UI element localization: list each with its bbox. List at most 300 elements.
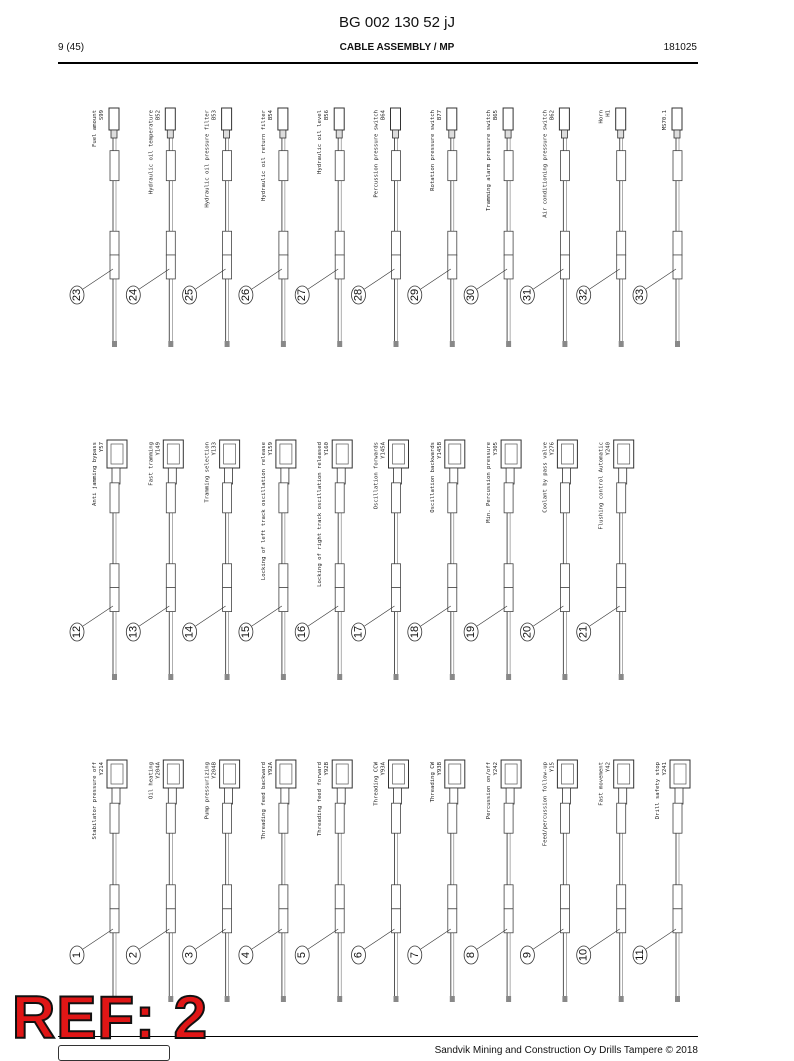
cable-end-terminal [337, 674, 342, 680]
cable-sleeve [617, 231, 626, 255]
cable-sleeve [560, 885, 569, 909]
callout-number: 1 [71, 951, 83, 959]
footer-copyright: Sandvik Mining and Construction Oy Drills Tampere © 2018 [434, 1045, 698, 1056]
cable-sleeve [504, 564, 513, 588]
callout-leader [477, 929, 507, 949]
cable-1 [70, 760, 127, 1002]
cable-sleeve [504, 483, 513, 513]
cable-sleeve [110, 255, 119, 279]
cable-sleeve [560, 151, 569, 181]
cable-id-label: S99 [99, 110, 105, 121]
cable-description-label: Locking of right track oscillation released [317, 442, 324, 587]
connector-gland-icon [225, 788, 233, 804]
cable-description-label: Hydraulic oil return filter [260, 110, 267, 201]
cable-sleeve [448, 588, 457, 612]
cable-end-terminal [450, 341, 455, 347]
connector-gland-icon [506, 468, 514, 484]
cable-31 [520, 108, 569, 347]
cable-id-label: Y204A [155, 762, 162, 779]
cable-21 [577, 440, 634, 680]
cable-sleeve [448, 255, 457, 279]
connector-gland-icon [112, 468, 120, 484]
cable-sleeve [504, 885, 513, 909]
cable-3 [183, 760, 240, 1002]
cable-29 [408, 108, 457, 347]
cable-id-label: Y305 [493, 442, 500, 456]
cable-id-label: B64 [380, 110, 387, 121]
cable-sleeve [223, 483, 232, 513]
cable-11 [633, 760, 690, 1002]
connector-gland-icon [450, 788, 458, 804]
cable-id-label: Y145A [380, 442, 387, 459]
cable-description-label: Air conditioning pressure switch [542, 110, 549, 218]
cable-sleeve [223, 564, 232, 588]
cable-sleeve [392, 803, 401, 833]
plug-connector-icon [222, 108, 232, 130]
cable-sleeve [223, 588, 232, 612]
cable-description-label: Rotation pressure switch [429, 110, 436, 191]
cable-description-label: Stabilator pressure off [92, 762, 98, 840]
connector-gland-icon [619, 468, 627, 484]
cable-id-label: Y160 [324, 442, 331, 456]
callout-leader [646, 929, 676, 949]
cable-id-label: Y133 [211, 442, 218, 456]
callout-number: 17 [352, 625, 365, 639]
callout-leader [365, 606, 395, 626]
cable-7 [408, 760, 465, 1002]
cable-end-terminal [394, 996, 399, 1002]
plug-connector-icon [165, 108, 175, 130]
callout-leader [365, 269, 395, 289]
cable-end-terminal [506, 996, 511, 1002]
cable-sleeve [448, 803, 457, 833]
cable-12 [70, 440, 127, 680]
cable-sleeve [279, 803, 288, 833]
cable-16 [295, 440, 352, 680]
callout-number: 16 [296, 625, 309, 639]
cable-sleeve [223, 803, 232, 833]
callout-leader [83, 606, 113, 626]
callout-number: 9 [521, 951, 534, 959]
cable-id-label: Y57 [99, 442, 105, 453]
cable-sleeve [166, 231, 175, 255]
callout-number: 14 [183, 625, 196, 639]
cable-sleeve [110, 564, 119, 588]
callout-leader [83, 929, 113, 949]
cable-end-terminal [506, 341, 511, 347]
cable-20 [520, 440, 577, 680]
plug-collar-icon [167, 130, 173, 138]
cable-sleeve [617, 255, 626, 279]
callout-number: 30 [465, 288, 478, 302]
connector-gland-icon [225, 468, 233, 484]
cable-sleeve [110, 483, 119, 513]
cable-sleeve [392, 909, 401, 933]
callout-leader [308, 269, 338, 289]
cable-sleeve [448, 151, 457, 181]
cable-id-label: Y92B [324, 762, 331, 776]
cable-sleeve [335, 483, 344, 513]
cable-18 [408, 440, 465, 680]
cable-sleeve [223, 885, 232, 909]
callout-number: 18 [408, 625, 421, 639]
callout-leader [533, 606, 563, 626]
cable-sleeve [279, 483, 288, 513]
cable-19 [464, 440, 521, 680]
cable-sleeve [392, 564, 401, 588]
cable-description-label: Threading feed backward [260, 762, 267, 840]
plug-collar-icon [449, 130, 455, 138]
cable-end-terminal [562, 341, 567, 347]
callout-leader [252, 929, 282, 949]
callout-leader [590, 269, 620, 289]
callout-number: 19 [465, 625, 478, 639]
cable-sleeve [560, 231, 569, 255]
cable-end-terminal [619, 674, 624, 680]
callout-number: 11 [634, 949, 646, 961]
cable-sleeve [448, 231, 457, 255]
cable-sleeve [279, 885, 288, 909]
cable-sleeve [166, 885, 175, 909]
cable-sleeve [392, 483, 401, 513]
cable-sleeve [223, 255, 232, 279]
cable-id-label: Y276 [549, 442, 556, 456]
cable-id-label: Y92A [267, 762, 274, 776]
plug-connector-icon [391, 108, 401, 130]
cable-sleeve [279, 151, 288, 181]
cable-sleeve [617, 909, 626, 933]
cable-description-label: Tramming alarm pressure switch [486, 109, 493, 212]
cable-sleeve [504, 255, 513, 279]
cable-end-terminal [450, 674, 455, 680]
cable-sleeve [617, 885, 626, 909]
cable-32 [577, 108, 626, 347]
cable-sleeve [166, 803, 175, 833]
cable-id-label: B65 [493, 110, 500, 121]
cable-id-label: B52 [155, 110, 162, 121]
plug-connector-icon [616, 108, 626, 130]
cable-sleeve [335, 255, 344, 279]
cable-id-label: B62 [549, 110, 556, 121]
cable-end-terminal [168, 674, 173, 680]
cable-end-terminal [225, 674, 230, 680]
callout-number: 32 [577, 288, 590, 302]
connector-gland-icon [450, 468, 458, 484]
cable-sleeve [504, 231, 513, 255]
cable-description-label: Drill safety stop [655, 762, 661, 820]
cable-sleeve [110, 231, 119, 255]
connector-gland-icon [675, 788, 683, 804]
cable-sleeve [335, 151, 344, 181]
callout-number: 12 [71, 625, 83, 639]
cable-description-label: Flushing control Automatic [598, 442, 605, 530]
cable-sleeve [110, 803, 119, 833]
callout-leader [421, 606, 451, 626]
cable-sleeve [110, 588, 119, 612]
cable-end-terminal [337, 341, 342, 347]
cable-description-label: Coolant by pass valve [542, 442, 549, 513]
cable-sleeve [673, 231, 682, 255]
cable-9 [520, 760, 577, 1002]
plug-connector-icon [334, 108, 344, 130]
plug-connector-icon [503, 108, 513, 130]
cable-sleeve [335, 909, 344, 933]
cable-description-label: Pump pressurizing [204, 762, 211, 820]
cable-23 [70, 108, 119, 347]
connector-gland-icon [168, 788, 176, 804]
cable-sleeve [392, 588, 401, 612]
cable-id-label: B77 [436, 110, 443, 121]
plug-collar-icon [111, 130, 117, 138]
cable-10 [577, 760, 634, 1002]
callout-leader [477, 269, 507, 289]
callout-number: 29 [408, 288, 421, 302]
cable-id-label: Y159 [267, 442, 274, 456]
cable-sleeve [617, 483, 626, 513]
cable-sleeve [223, 909, 232, 933]
callout-number: 5 [296, 951, 309, 959]
cable-sleeve [448, 885, 457, 909]
cable-sleeve [448, 909, 457, 933]
callout-leader [139, 269, 169, 289]
callout-leader [590, 929, 620, 949]
callout-leader [196, 606, 226, 626]
cable-15 [239, 440, 296, 680]
callout-number: 4 [239, 951, 252, 959]
cable-sleeve [392, 885, 401, 909]
cable-description-label: Anti jamming bypass [92, 442, 98, 506]
plug-collar-icon [505, 130, 511, 138]
callout-leader [646, 269, 676, 289]
plug-collar-icon [561, 130, 567, 138]
plug-connector-icon [278, 108, 288, 130]
cable-sleeve [110, 151, 119, 181]
callout-number: 28 [352, 288, 365, 302]
cable-sleeve [673, 909, 682, 933]
callout-number: 31 [521, 288, 534, 302]
cable-sleeve [392, 255, 401, 279]
callout-number: 7 [408, 951, 421, 959]
cable-28 [352, 108, 401, 347]
cable-end-terminal [225, 341, 230, 347]
connector-gland-icon [562, 468, 570, 484]
cable-end-terminal [562, 996, 567, 1002]
cable-description-label: Oil heating [148, 762, 155, 800]
cable-sleeve [335, 231, 344, 255]
cable-17 [352, 440, 409, 680]
callout-number: 13 [127, 625, 140, 639]
page-number: 9 (45) [58, 42, 85, 53]
cable-sleeve [166, 909, 175, 933]
cable-sleeve [560, 564, 569, 588]
callout-number: 33 [634, 288, 646, 302]
cable-sleeve [560, 255, 569, 279]
cable-description-label: Threading feed forward [317, 762, 324, 837]
plug-collar-icon [674, 130, 680, 138]
cable-sleeve [560, 909, 569, 933]
cable-sleeve [448, 564, 457, 588]
cable-id-label: Y15 [549, 762, 556, 773]
callout-leader [83, 269, 113, 289]
cable-sleeve [279, 231, 288, 255]
cable-sleeve [335, 885, 344, 909]
cable-8 [464, 760, 521, 1002]
cable-id-label: Y93B [436, 762, 443, 776]
cable-sleeve [504, 151, 513, 181]
cable-sleeve [166, 255, 175, 279]
cable-description-label: Threading CW [429, 762, 436, 803]
document-date: 181025 [663, 42, 697, 53]
callout-leader [365, 929, 395, 949]
cable-id-label: B53 [211, 110, 218, 121]
plug-collar-icon [393, 130, 399, 138]
cable-id-label: H1 [605, 110, 612, 117]
cable-30 [464, 108, 513, 347]
connector-gland-icon [281, 468, 289, 484]
callout-leader [139, 606, 169, 626]
callout-number: 6 [352, 951, 365, 959]
cable-sleeve [504, 588, 513, 612]
callout-leader [477, 606, 507, 626]
cable-id-label: Y204B [211, 762, 218, 779]
cable-sleeve [110, 885, 119, 909]
cable-description-label: Threading CCW [373, 762, 380, 806]
cable-sleeve [166, 588, 175, 612]
cable-end-terminal [506, 674, 511, 680]
cable-sleeve [673, 255, 682, 279]
cable-6 [352, 760, 409, 1002]
connector-gland-icon [562, 788, 570, 804]
callout-leader [421, 929, 451, 949]
callout-number: 2 [127, 951, 140, 959]
cable-description-label: Hydraulic oil level [317, 110, 324, 174]
connector-gland-icon [506, 788, 514, 804]
connector-gland-icon [112, 788, 120, 804]
cable-sleeve [504, 803, 513, 833]
cable-id-label: Y93A [380, 762, 387, 776]
cable-end-terminal [281, 341, 286, 347]
callout-number: 8 [465, 951, 478, 959]
cable-sleeve [166, 564, 175, 588]
connector-gland-icon [394, 468, 402, 484]
callout-leader [590, 606, 620, 626]
document-title: CABLE ASSEMBLY / MP [339, 42, 455, 53]
connector-gland-icon [337, 468, 345, 484]
cable-description-label: Oscillation forwards [373, 442, 380, 510]
cable-description-label: Hydraulic oil temperature [148, 110, 155, 195]
cable-description-label: Feed/percussion follow-up [542, 762, 549, 847]
ref-stamp: REF: 2 [12, 984, 209, 1051]
callout-number: 15 [239, 625, 252, 639]
cable-24 [126, 108, 175, 347]
cable-sleeve [335, 564, 344, 588]
cable-description-label: Horn [598, 110, 605, 124]
cable-id-label: Y242 [493, 762, 500, 776]
callout-leader [196, 929, 226, 949]
cable-sleeve [279, 588, 288, 612]
callout-leader [308, 929, 338, 949]
cable-sleeve [392, 151, 401, 181]
cable-sleeve [560, 588, 569, 612]
cable-sleeve [110, 909, 119, 933]
cable-end-terminal [394, 674, 399, 680]
connector-gland-icon [281, 788, 289, 804]
cable-sleeve [617, 151, 626, 181]
cable-sleeve [166, 151, 175, 181]
callout-leader [252, 269, 282, 289]
cable-end-terminal [281, 996, 286, 1002]
cable-sleeve [392, 231, 401, 255]
cable-id-label: Y42 [605, 762, 612, 773]
callout-leader [196, 269, 226, 289]
cable-25 [183, 108, 232, 347]
cable-id-label: Y240 [605, 442, 612, 456]
cable-sleeve [448, 483, 457, 513]
cable-description-label: Percussion pressure switch [373, 110, 380, 198]
connector-gland-icon [394, 788, 402, 804]
cable-description-label: Percussion on/off [486, 762, 493, 820]
callout-number: 24 [127, 288, 140, 302]
cable-end-terminal [562, 674, 567, 680]
cable-sleeve [166, 483, 175, 513]
cable-sleeve [279, 909, 288, 933]
cable-id-label: Y145B [436, 442, 443, 459]
plug-collar-icon [618, 130, 624, 138]
cable-description-label: Tramming selection [204, 442, 211, 503]
cable-end-terminal [675, 341, 680, 347]
cable-id-label: Y241 [662, 762, 668, 776]
cable-4 [239, 760, 296, 1002]
callout-leader [308, 606, 338, 626]
cable-id-label: Y214 [99, 762, 105, 776]
cable-2 [126, 760, 183, 1002]
cable-description-label: Hydraulic oil pressure filter [204, 110, 211, 208]
plug-connector-icon [559, 108, 569, 130]
connector-gland-icon [168, 468, 176, 484]
cable-sleeve [673, 885, 682, 909]
cable-26 [239, 108, 288, 347]
callout-number: 10 [577, 948, 590, 962]
callout-number: 25 [183, 288, 196, 302]
callout-number: 21 [577, 625, 590, 639]
cable-description-label: Oscillation backwards [429, 442, 436, 513]
callout-leader [421, 269, 451, 289]
cable-sleeve [673, 151, 682, 181]
cable-sleeve [673, 803, 682, 833]
callout-leader [252, 606, 282, 626]
callout-number: 23 [71, 288, 83, 302]
cable-sleeve [279, 255, 288, 279]
plug-collar-icon [224, 130, 230, 138]
document-number: BG 002 130 52 jJ [339, 14, 455, 31]
cable-end-terminal [619, 341, 624, 347]
cable-end-terminal [225, 996, 230, 1002]
cable-id-label: MS70.1 [662, 110, 668, 131]
cable-end-terminal [675, 996, 680, 1002]
cable-sleeve [335, 588, 344, 612]
cable-5 [295, 760, 352, 1002]
cable-sleeve [279, 564, 288, 588]
cable-sleeve [335, 803, 344, 833]
cable-sleeve [560, 803, 569, 833]
cable-description-label: Fuel amount [92, 110, 98, 148]
cable-14 [183, 440, 240, 680]
cable-description-label: Fast movement [598, 762, 605, 806]
connector-gland-icon [337, 788, 345, 804]
cable-end-terminal [337, 996, 342, 1002]
cable-sleeve [223, 231, 232, 255]
callout-number: 3 [183, 951, 196, 959]
